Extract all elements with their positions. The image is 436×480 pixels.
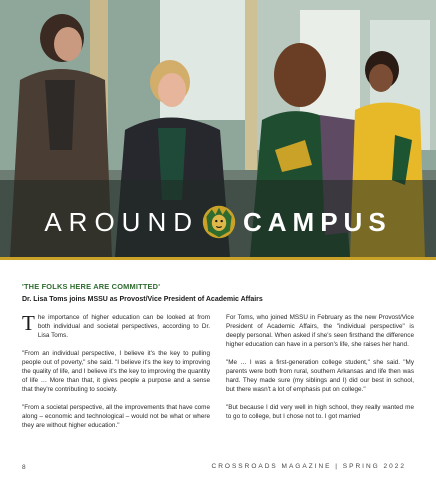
hero-divider xyxy=(0,257,436,260)
paragraph: For Toms, who joined MSSU in February as the new Provost/Vice President of Academic Affairs, the "individual perspective" is deeply personal. When asked if she's seen firsthand the difference higher education can have in a person's life, she raises her hand. xyxy=(226,314,414,349)
magazine-footer: CROSSROADS MAGAZINE | SPRING 2022 xyxy=(211,463,406,470)
mssu-lion-logo-icon xyxy=(201,204,237,240)
article-column-right xyxy=(226,313,414,429)
paragraph-text: he importance of higher education can be looked at from both individual and societal perspectives, according to Dr. Lisa Toms. xyxy=(37,314,210,340)
article-column-left xyxy=(22,313,210,438)
page-number: 8 xyxy=(22,464,26,471)
paragraph: "Me … I was a first-generation college student," she said. "My parents were both from rural, southern Arkansas and life then was hard. They made sure (my siblings and I) did our best in school, but there wasn't a lot of emphasis put on college." xyxy=(226,358,414,394)
banner-word-campus: CAMPUS xyxy=(243,206,392,237)
article-kicker: 'THE FOLKS HERE ARE COMMITTED' xyxy=(22,282,161,291)
banner-word-around: AROUND xyxy=(44,206,199,237)
paragraph: "From an individual perspective, I believe it's the key to pulling people out of poverty," she said. "I believe it's the key to improving the quality of life, and I believe it's the key to improving the quantity of life … More than that, it gives people a purpose and a sense that they're contributing to society. xyxy=(22,349,210,394)
article-headline: Dr. Lisa Toms joins MSSU as Provost/Vice President of Academic Affairs xyxy=(22,296,263,303)
around-campus-banner xyxy=(0,198,436,246)
paragraph: "But because I did very well in high school, they really wanted me to go to college, but I chose not to. I got married xyxy=(226,403,414,420)
paragraph xyxy=(22,313,210,340)
drop-cap: T xyxy=(22,311,35,335)
paragraph: "From a societal perspective, all the improvements that have come along – economic and technological – would not be what or where they are without higher education." xyxy=(22,403,210,429)
